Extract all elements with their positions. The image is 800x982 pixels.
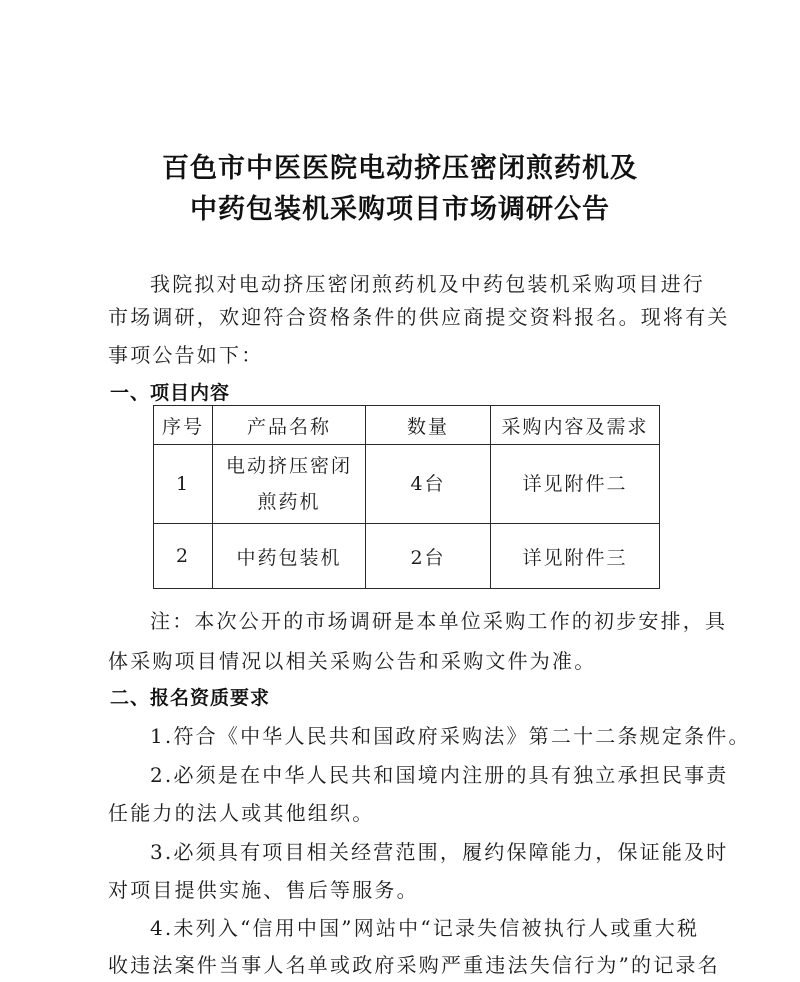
cell-name <box>213 445 366 524</box>
requirement-3-line1: 3.必须具有项目相关经营范围，履约保障能力，保证能及时 <box>150 840 729 864</box>
section2-heading: 二、报名资质要求 <box>110 687 271 709</box>
cell-name: 中药包装机 <box>213 524 366 589</box>
items-table <box>153 405 660 589</box>
cell-qty: 2台 <box>366 524 491 589</box>
intro-line2: 市场调研，欢迎符合资格条件的供应商提交资料报名。现将有关 <box>108 305 730 329</box>
cell-no: 1 <box>154 445 213 524</box>
note-line2: 体采购项目情况以相关采购公告和采购文件为准。 <box>108 649 597 673</box>
note-line1: 注：本次公开的市场调研是本单位采购工作的初步安排，具 <box>150 609 728 633</box>
requirement-4-line2: 收违法案件当事人名单或政府采购严重违法失信行为”的记录名 <box>108 953 720 977</box>
requirement-4-line1: 4.未列入“信用中国”网站中“记录失信被执行人或重大税 <box>150 916 700 940</box>
header-qty: 数量 <box>366 406 491 445</box>
header-name: 产品名称 <box>213 406 366 445</box>
cell-no: 2 <box>154 524 213 589</box>
cell-name-line1: 电动挤压密闭 <box>225 455 352 477</box>
header-no: 序号 <box>154 406 213 445</box>
intro-line1: 我院拟对电动挤压密闭煎药机及中药包装机采购项目进行 <box>150 272 705 296</box>
cell-req: 详见附件二 <box>491 445 660 524</box>
intro-line3: 事项公告如下： <box>108 343 264 367</box>
document-title-line2: 中药包装机采购项目市场调研公告 <box>190 194 610 225</box>
requirement-1-line1: 1.符合《中华人民共和国政府采购法》第二十二条规定条件。 <box>150 724 751 748</box>
header-req: 采购内容及需求 <box>491 406 660 445</box>
table-header-row <box>154 406 660 445</box>
section1-heading: 一、项目内容 <box>110 382 231 404</box>
table-row <box>154 524 660 589</box>
document-title-line1: 百色市中医医院电动挤压密闭煎药机及 <box>162 153 638 184</box>
cell-name-line2: 煎药机 <box>257 491 321 513</box>
requirement-2-line1: 2.必须是在中华人民共和国境内注册的具有独立承担民事责 <box>150 763 729 787</box>
table-row <box>154 445 660 524</box>
cell-req: 详见附件三 <box>491 524 660 589</box>
cell-qty: 4台 <box>366 445 491 524</box>
requirement-3-line2: 对项目提供实施、售后等服务。 <box>108 878 419 902</box>
requirement-2-line2: 任能力的法人或其他组织。 <box>108 801 375 825</box>
